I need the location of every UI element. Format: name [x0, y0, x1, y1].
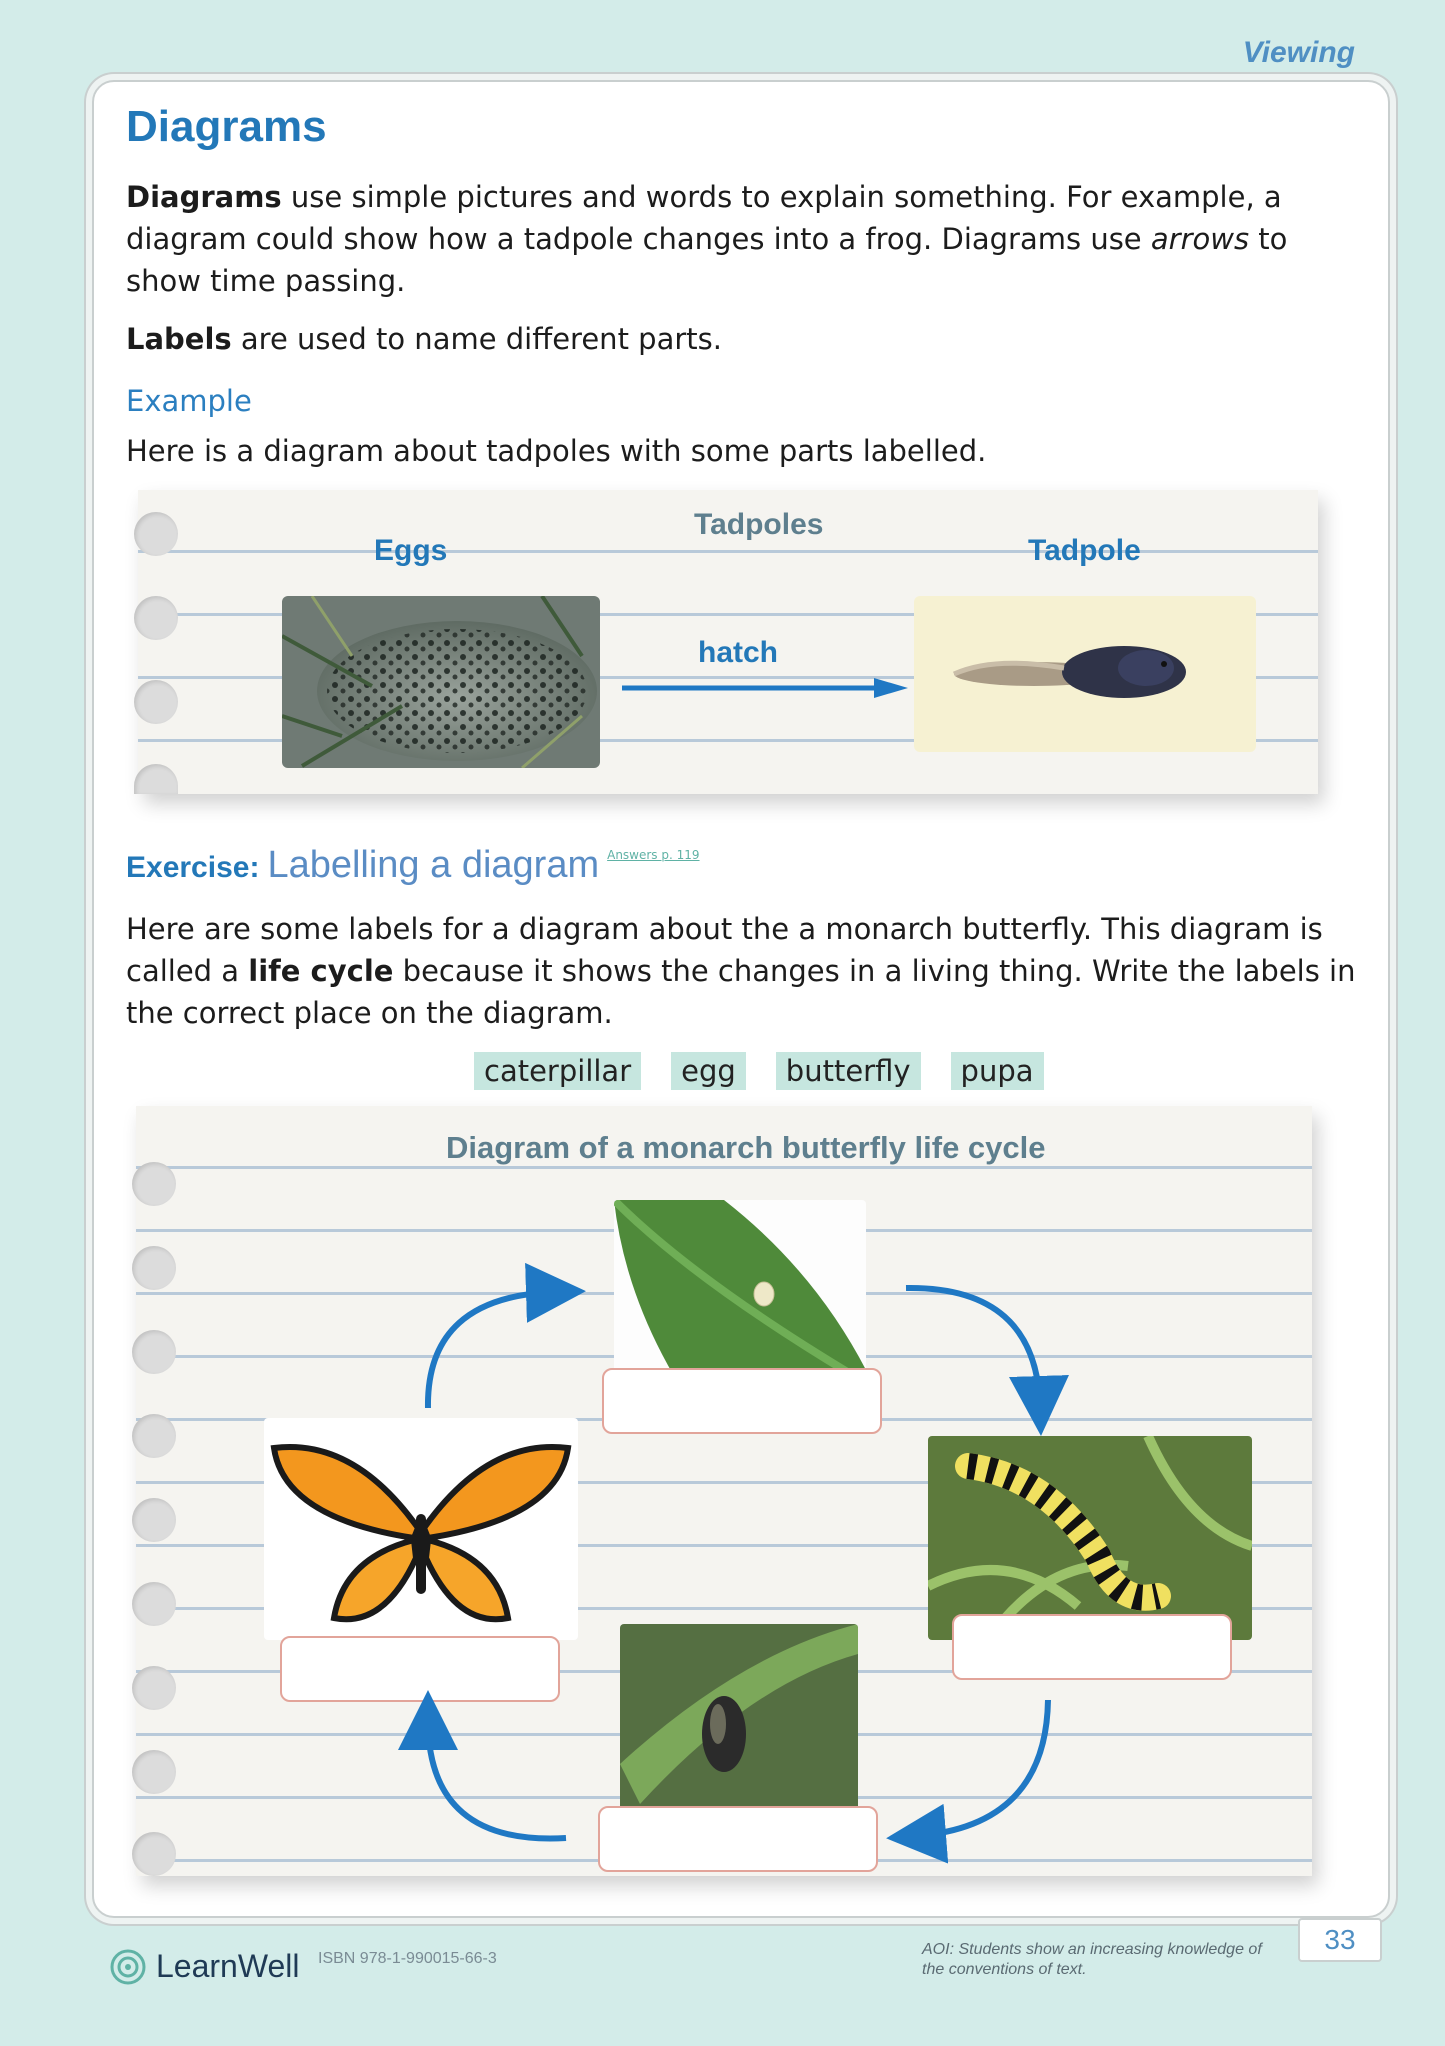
- example-text: Here is a diagram about tadpoles with some parts labelled.: [126, 434, 987, 468]
- term-diagrams: Diagrams: [126, 180, 282, 214]
- exercise-heading: [126, 844, 700, 887]
- word-caterpillar[interactable]: caterpillar: [474, 1052, 641, 1090]
- label-tadpole: Tadpole: [1028, 534, 1141, 567]
- example-diagram-title: Tadpoles: [694, 508, 824, 541]
- exercise-text: [126, 908, 1356, 1034]
- term-arrows: arrows: [1150, 222, 1250, 256]
- aoi-note: AOI: Students show an increasing knowledge of the conventions of text.: [922, 1941, 1262, 1978]
- term-life-cycle: life cycle: [248, 954, 394, 988]
- arrow-pupa-to-butterfly-icon: [428, 1720, 566, 1838]
- frog-eggs-photo: [282, 596, 600, 768]
- word-pupa[interactable]: pupa: [951, 1052, 1044, 1090]
- life-cycle-title: Diagram of a monarch butterfly life cycle: [446, 1130, 1046, 1165]
- learnwell-logo-icon: [110, 1949, 146, 1985]
- page-number: 33: [1298, 1918, 1382, 1962]
- binder-hole: [134, 764, 178, 794]
- labels-paragraph: [126, 318, 1356, 360]
- term-labels: Labels: [126, 322, 232, 356]
- arrow-caterpillar-to-pupa-icon: [916, 1700, 1048, 1836]
- section-tag: Viewing: [1242, 36, 1355, 69]
- hatch-arrow-icon: [620, 676, 910, 700]
- example-heading: Example: [126, 384, 252, 418]
- arrow-egg-to-caterpillar-icon: [906, 1288, 1040, 1406]
- exercise-title: Labelling a diagram: [267, 844, 600, 886]
- exercise-prefix: Exercise:: [126, 851, 260, 884]
- label-hatch: hatch: [698, 636, 779, 669]
- intro-text-a: use simple pictures and words to explain something. For example, a diagram could show how a tadpole changes into a frog. Diagrams use: [126, 180, 1282, 256]
- binder-hole: [134, 596, 178, 640]
- label-eggs: Eggs: [374, 534, 448, 567]
- word-butterfly[interactable]: butterfly: [776, 1052, 921, 1090]
- word-egg[interactable]: egg: [671, 1052, 746, 1090]
- binder-hole: [134, 512, 178, 556]
- exercise-text-b: because it shows the changes in a living thing. Write the labels in the correct place on the diagram.: [126, 954, 1356, 1030]
- example-diagram: [138, 490, 1318, 794]
- intro-paragraph: [126, 176, 1356, 302]
- labels-text: are used to name different parts.: [231, 322, 722, 356]
- exercise-text-a: Here are some labels for a diagram about the a monarch butterfly. This diagram is called a: [126, 912, 1323, 988]
- publisher-name: LearnWell: [156, 1948, 300, 1984]
- word-bank: [474, 1052, 1044, 1090]
- isbn: ISBN 978-1-990015-66-3: [318, 1950, 497, 1967]
- arrow-butterfly-to-egg-icon: [428, 1292, 556, 1408]
- intro-text-b: to show time passing.: [126, 222, 1288, 298]
- binder-hole: [134, 680, 178, 724]
- answers-link[interactable]: Answers p. 119: [607, 848, 700, 862]
- life-cycle-diagram: [136, 1106, 1312, 1876]
- tadpole-photo: [914, 596, 1256, 752]
- page-title: Diagrams: [126, 102, 327, 151]
- publisher-logo: [110, 1948, 299, 1985]
- cycle-arrows: [136, 1106, 1312, 1876]
